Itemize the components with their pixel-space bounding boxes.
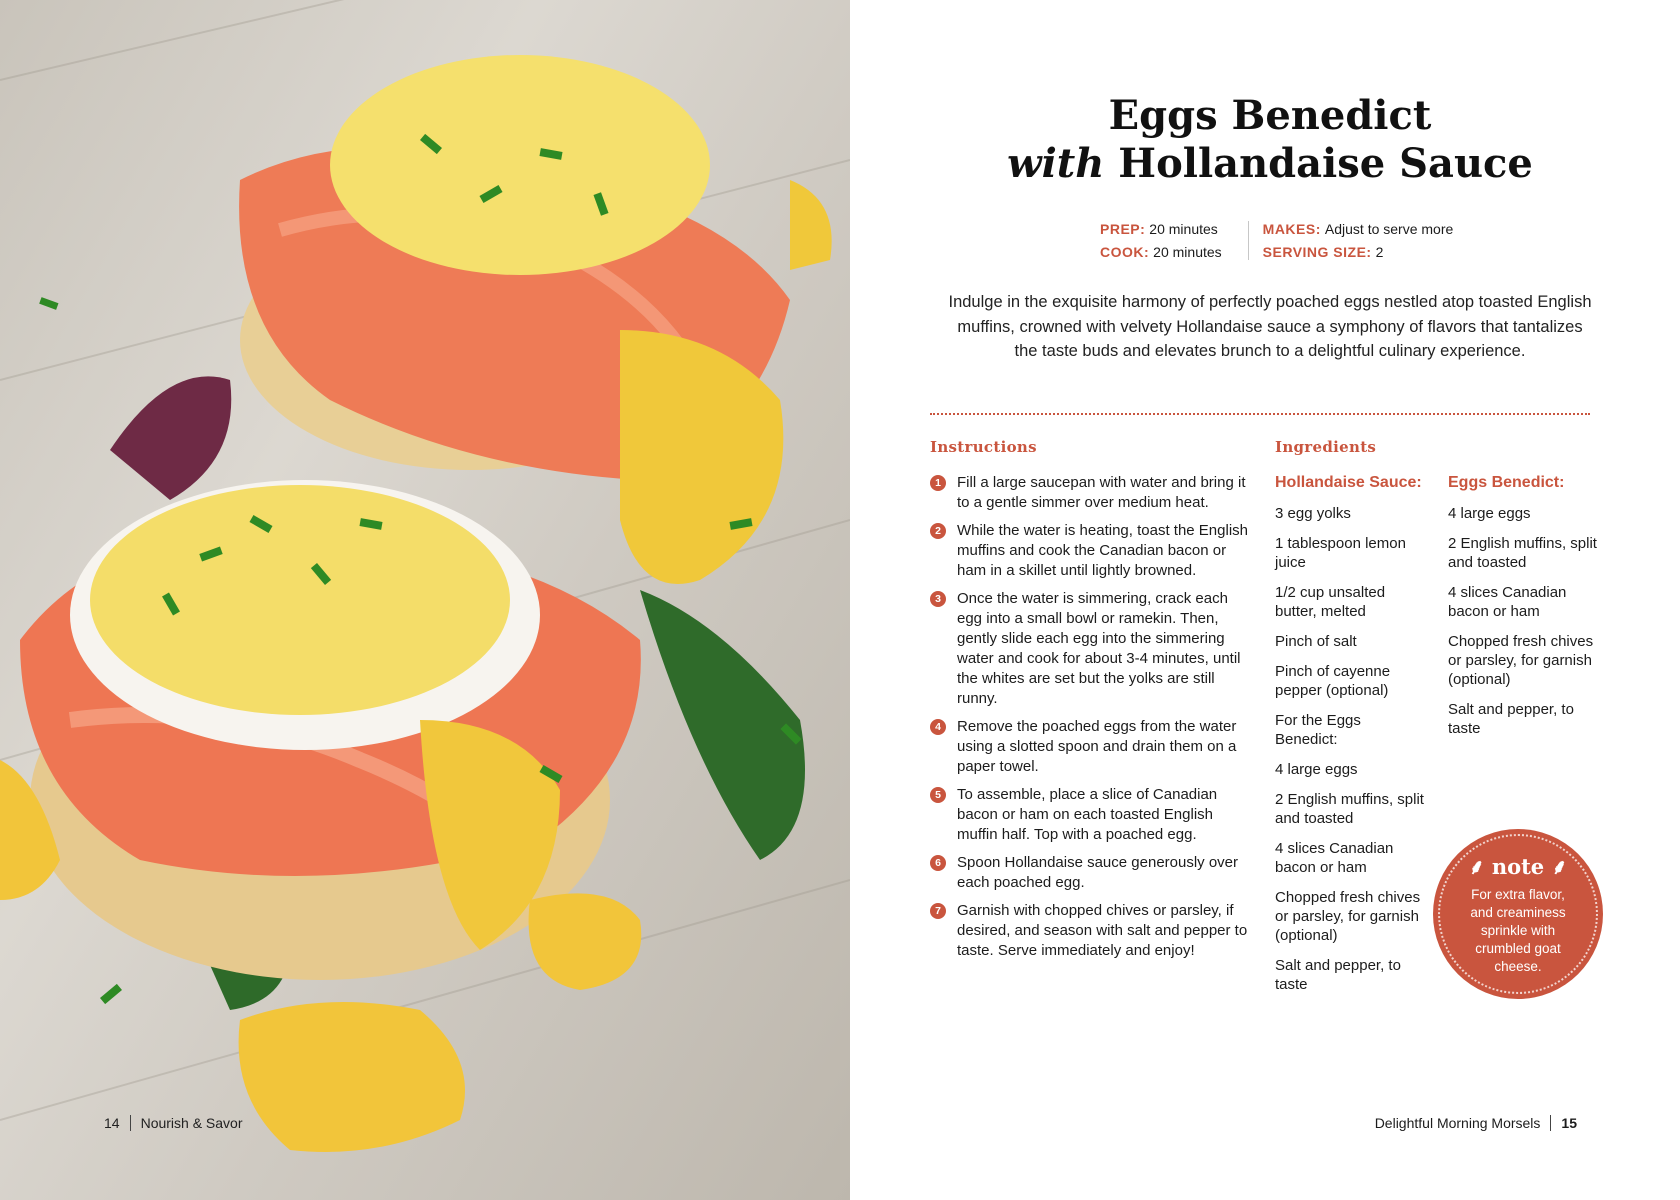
title-line-1: Eggs Benedict: [1108, 92, 1432, 139]
title-subtitle: Hollandaise Sauce: [1118, 140, 1533, 187]
note-text: For extra flavor, and creaminess sprinkle with crumbled goat cheese.: [1470, 887, 1566, 974]
leaf-left-icon: ⸙: [1468, 854, 1492, 879]
left-page-footer: [104, 1115, 243, 1131]
ingredient-item: Salt and pepper, to taste: [1275, 957, 1401, 993]
instruction-step: [930, 521, 1255, 581]
left-page-number: 14: [104, 1115, 120, 1131]
serving-label: SERVING SIZE:: [1262, 244, 1372, 260]
prep-time: [1100, 221, 1222, 237]
ingredient-item: 2 English muffins, split and toasted: [1275, 791, 1424, 827]
step-number-icon: 1: [930, 475, 946, 491]
ingredient-item: 2 English muffins, split and toasted: [1448, 535, 1597, 571]
step-text: Spoon Hollandaise sauce generously over each poached egg.: [957, 854, 1239, 891]
instructions-heading: Instructions: [930, 438, 1037, 456]
cook-label: COOK:: [1100, 244, 1150, 260]
recipe-meta: [1100, 221, 1453, 260]
ingredient-item: 4 large eggs: [1275, 761, 1358, 778]
ingredient-item: Chopped fresh chives or parsley, for garnish (optional): [1448, 633, 1594, 688]
step-number-icon: 2: [930, 523, 946, 539]
step-number-icon: 3: [930, 591, 946, 607]
leaf-right-icon: ⸙: [1544, 854, 1568, 879]
instructions-list: [930, 473, 1255, 969]
step-text: Garnish with chopped chives or parsley, if desired, and season with salt and pepper to taste. Serve immediately and enjoy!: [957, 902, 1248, 959]
dotted-divider: [930, 413, 1590, 415]
eggs-benedict-heading: Eggs Benedict:: [1448, 474, 1565, 491]
footer-divider: [1550, 1115, 1551, 1131]
right-page-footer: [1375, 1115, 1577, 1131]
step-text: While the water is heating, toast the English muffins and cook the Canadian bacon or ham in a skillet until lightly browned.: [957, 522, 1248, 579]
ingredient-item: 4 slices Canadian bacon or ham: [1275, 840, 1394, 876]
instruction-step: [930, 853, 1255, 893]
makes: [1263, 221, 1454, 237]
makes-value: Adjust to serve more: [1324, 221, 1454, 237]
serving-value: 2: [1375, 244, 1384, 260]
right-page-number: 15: [1561, 1115, 1577, 1131]
instruction-step: [930, 785, 1255, 845]
instruction-step: [930, 901, 1255, 961]
ingredient-item: For the Eggs Benedict:: [1275, 712, 1361, 748]
makes-label: MAKES:: [1262, 221, 1321, 237]
meta-time-column: [1100, 221, 1249, 260]
book-title: Nourish & Savor: [140, 1115, 243, 1131]
instruction-step: [930, 717, 1255, 777]
step-number-icon: 4: [930, 719, 946, 735]
instruction-step: [930, 589, 1255, 709]
prep-label: PREP:: [1100, 221, 1146, 237]
prep-value: 20 minutes: [1149, 221, 1218, 237]
ingredient-item: 1 tablespoon lemon juice: [1275, 535, 1406, 571]
title-with: with: [1007, 140, 1105, 187]
cook-time: [1100, 244, 1222, 260]
ingredient-item: 4 slices Canadian bacon or ham: [1448, 584, 1567, 620]
hollandaise-heading: Hollandaise Sauce:: [1275, 474, 1422, 491]
ingredients-heading: Ingredients: [1275, 438, 1377, 456]
recipe-title: [860, 92, 1680, 188]
serving-size: [1263, 244, 1454, 260]
ingredient-item: Chopped fresh chives or parsley, for garnish (optional): [1275, 889, 1421, 944]
cook-value: 20 minutes: [1153, 244, 1222, 260]
step-number-icon: 5: [930, 787, 946, 803]
hollandaise-ingredients: [1275, 473, 1425, 1005]
footer-divider: [130, 1115, 131, 1131]
ingredient-item: Pinch of salt: [1275, 633, 1357, 650]
instruction-step: [930, 473, 1255, 513]
step-text: To assemble, place a slice of Canadian bacon or ham on each toasted English muffin half. Top with a poached egg.: [957, 786, 1218, 843]
recipe-intro: Indulge in the exquisite harmony of perfectly poached eggs nestled atop toasted English muffins, crowned with velvety Hollandaise sauce a symphony of flavors that tantalizes the taste buds and elevates brunch to a delightful culinary experience.: [948, 293, 1592, 360]
meta-yield-column: [1249, 221, 1454, 260]
ingredient-item: Pinch of cayenne pepper (optional): [1275, 663, 1391, 699]
step-text: Fill a large saucepan with water and bring it to a gentle simmer over medium heat.: [957, 474, 1246, 511]
ingredient-item: 1/2 cup unsalted butter, melted: [1275, 584, 1386, 620]
note-heading: [1433, 853, 1603, 881]
step-text: Once the water is simmering, crack each egg into a small bowl or ramekin. Then, gently slide each egg into the simmering water and cook for about 3-4 minutes, until the whites are set but the yolks are still runny.: [957, 590, 1241, 707]
step-text: Remove the poached eggs from the water using a slotted spoon and drain them on a paper towel.: [957, 718, 1237, 775]
ingredient-item: 3 egg yolks: [1275, 505, 1351, 522]
eggs-benedict-ingredients: [1448, 473, 1598, 749]
note-badge: [1433, 829, 1603, 999]
title-line-2: [860, 140, 1680, 188]
note-heading-text: note: [1491, 854, 1545, 879]
section-title: Delightful Morning Morsels: [1374, 1115, 1541, 1131]
ingredient-item: Salt and pepper, to taste: [1448, 701, 1574, 737]
step-number-icon: 6: [930, 855, 946, 871]
ingredient-item: 4 large eggs: [1448, 505, 1531, 522]
step-number-icon: 7: [930, 903, 946, 919]
